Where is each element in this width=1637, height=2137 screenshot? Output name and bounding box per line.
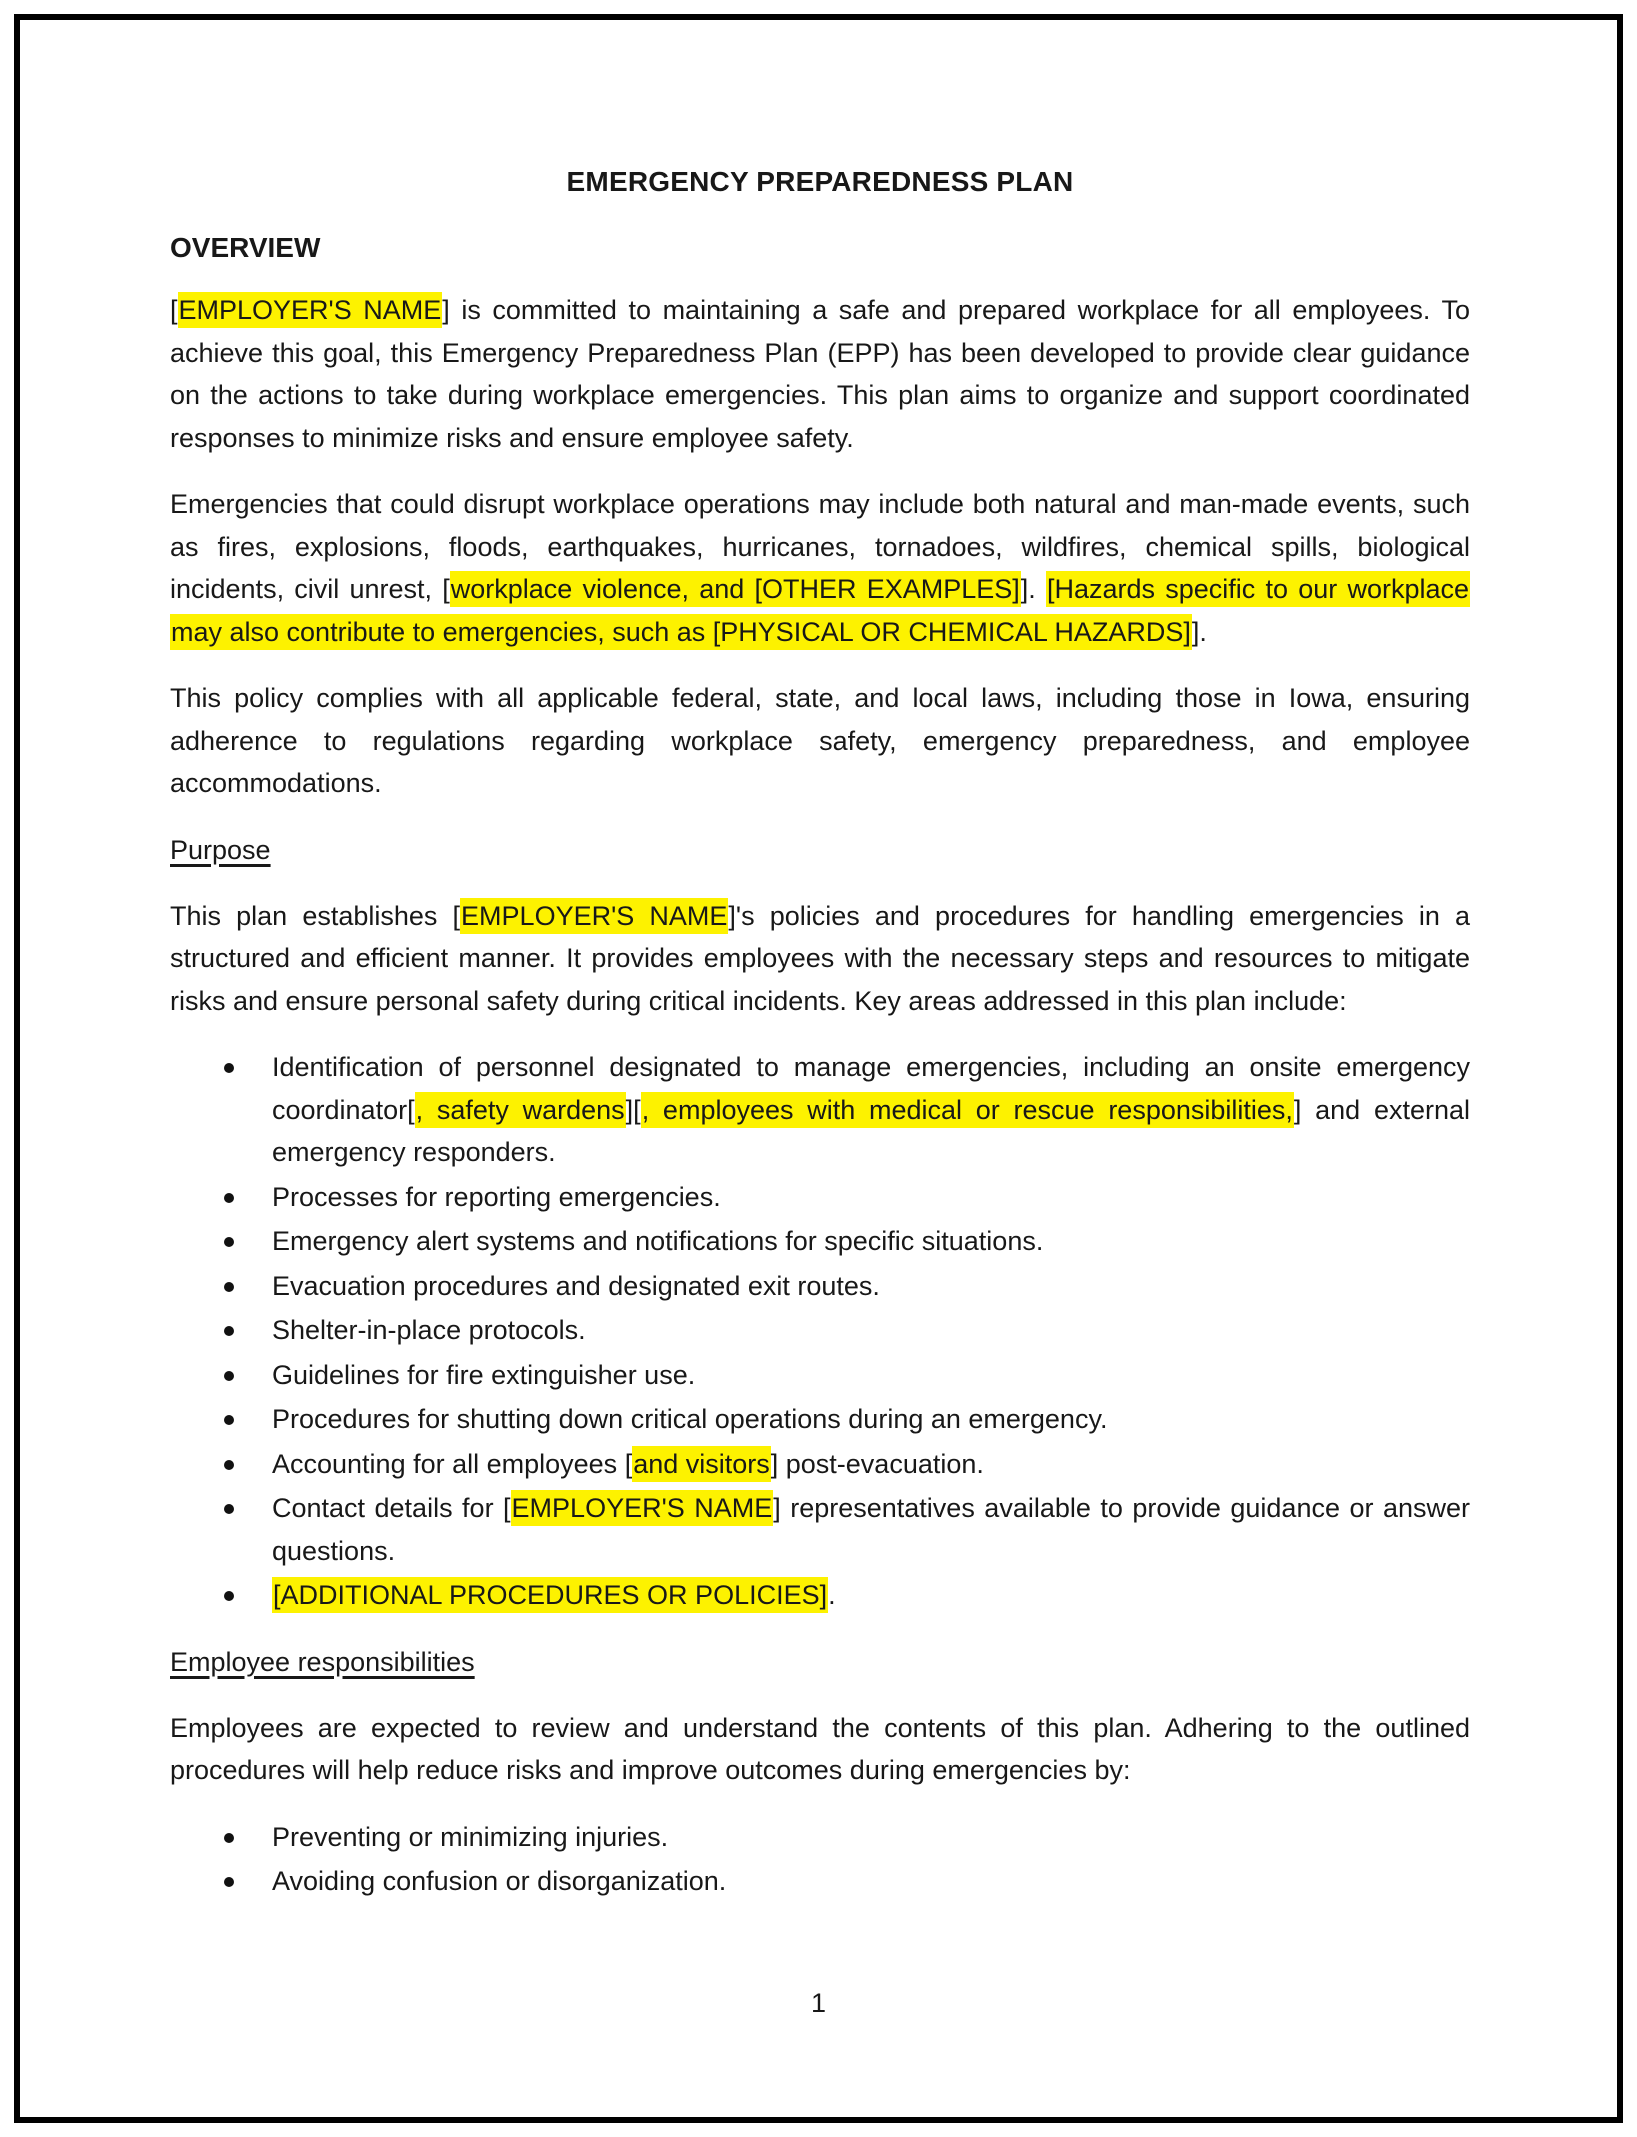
list-item [170, 1816, 1470, 1859]
text-run: . [828, 1580, 836, 1610]
list-item [170, 1220, 1470, 1263]
text-run: ] is committed to maintaining a safe and prepared workplace for all employees. To achieve this goal, this Emergency Preparedness Plan (EPP) has been developed to provide clear guidance on the actions to take during workplace emergencies. This plan aims to organize and support coordinated responses to minimize risks and ensure employee safety. [170, 295, 1470, 453]
overview-paragraph-1 [170, 289, 1470, 459]
text-run: Preventing or minimizing injuries. [272, 1821, 669, 1852]
overview-paragraph-2 [170, 483, 1470, 653]
text-run: Processes for reporting emergencies. [272, 1181, 721, 1212]
text-run: [ [170, 295, 178, 325]
document-content [170, 160, 1470, 1927]
highlighted-run: and visitors [632, 1446, 771, 1482]
text-run: Avoiding confusion or disorganization. [272, 1866, 727, 1896]
text-run: Emergency alert systems and notifications for specific situations. [272, 1226, 1044, 1256]
text-run: ] representatives available to provide guidance or answer questions. [272, 1493, 1470, 1566]
highlighted-run: , employees with medical or rescue responsibilities, [641, 1092, 1294, 1128]
employee-responsibilities-heading: Employee responsibilities [170, 1646, 475, 1677]
text-run: ] and external emergency responders. [272, 1094, 1470, 1167]
list-item [170, 1860, 1470, 1903]
list-item [170, 1398, 1470, 1441]
text-run: Employees are expected to review and understand the contents of this plan. Adhering to the outlined procedures will help reduce risks and improve outcomes during emergencies by: [170, 1712, 1470, 1785]
text-run: Shelter-in-place protocols. [272, 1315, 586, 1345]
purpose-paragraph [170, 895, 1470, 1023]
list-item [170, 1487, 1470, 1572]
page-number: 1 [810, 1988, 827, 2018]
employee-responsibilities-paragraph [170, 1707, 1470, 1792]
overview-heading: OVERVIEW [170, 232, 321, 263]
highlighted-run: [Hazards specific to our workplace may also contribute to emergencies, such as [PHYSICAL OR CHEMICAL HAZARDS] [170, 571, 1470, 650]
list-item [170, 1354, 1470, 1397]
text-run: Procedures for shutting down critical operations during an emergency. [272, 1404, 1108, 1434]
text-run: Guidelines for fire extinguisher use. [272, 1359, 696, 1390]
text-run: This plan establishes [ [170, 900, 461, 931]
text-run: Accounting for all employees [ [272, 1448, 633, 1479]
highlighted-run: EMPLOYER'S NAME [511, 1490, 774, 1526]
purpose-heading: Purpose [170, 834, 271, 865]
list-item [170, 1265, 1470, 1308]
text-run: Contact details for [ [272, 1493, 511, 1523]
highlighted-run: , safety wardens [415, 1092, 626, 1128]
highlighted-run: workplace violence, and [OTHER EXAMPLES] [450, 571, 1021, 607]
highlighted-run: EMPLOYER'S NAME [460, 898, 728, 934]
highlighted-run: EMPLOYER'S NAME [178, 292, 443, 328]
text-run: ][ [625, 1094, 641, 1125]
purpose-key-areas-list [170, 1046, 1470, 1617]
overview-paragraph-3 [170, 677, 1470, 805]
text-run: ]. [1191, 616, 1207, 647]
text-run: Identification of personnel designated to manage emergencies, including an onsite emergency coordinator[ [272, 1052, 1470, 1125]
text-run: Evacuation procedures and designated exit routes. [272, 1270, 880, 1301]
list-item [170, 1574, 1470, 1617]
employee-responsibilities-list [170, 1816, 1470, 1903]
list-item [170, 1046, 1470, 1174]
text-run: ]'s policies and procedures for handling emergencies in a structured and efficient manner. It provides employees with the necessary steps and resources to mitigate risks and ensure personal safety during critical incidents. Key areas addressed in this plan include: [170, 900, 1471, 1016]
highlighted-run: [ADDITIONAL PROCEDURES OR POLICIES] [272, 1577, 828, 1613]
list-item [170, 1309, 1470, 1352]
list-item [170, 1443, 1470, 1486]
document-title: EMERGENCY PREPAREDNESS PLAN [566, 166, 1074, 197]
text-run: Emergencies that could disrupt workplace operations may include both natural and man-made events, such as fires, explosions, floods, earthquakes, hurricanes, tornadoes, wildfires, chemical spills, biological incidents, civil unrest, [ [170, 489, 1470, 604]
text-run: ] post-evacuation. [770, 1448, 984, 1479]
text-run: ]. [1020, 574, 1047, 604]
list-item [170, 1176, 1470, 1219]
text-run: This policy complies with all applicable federal, state, and local laws, including those in Iowa, ensuring adherence to regulations regarding workplace safety, emergency preparedness, and employee accommodations. [170, 683, 1470, 798]
